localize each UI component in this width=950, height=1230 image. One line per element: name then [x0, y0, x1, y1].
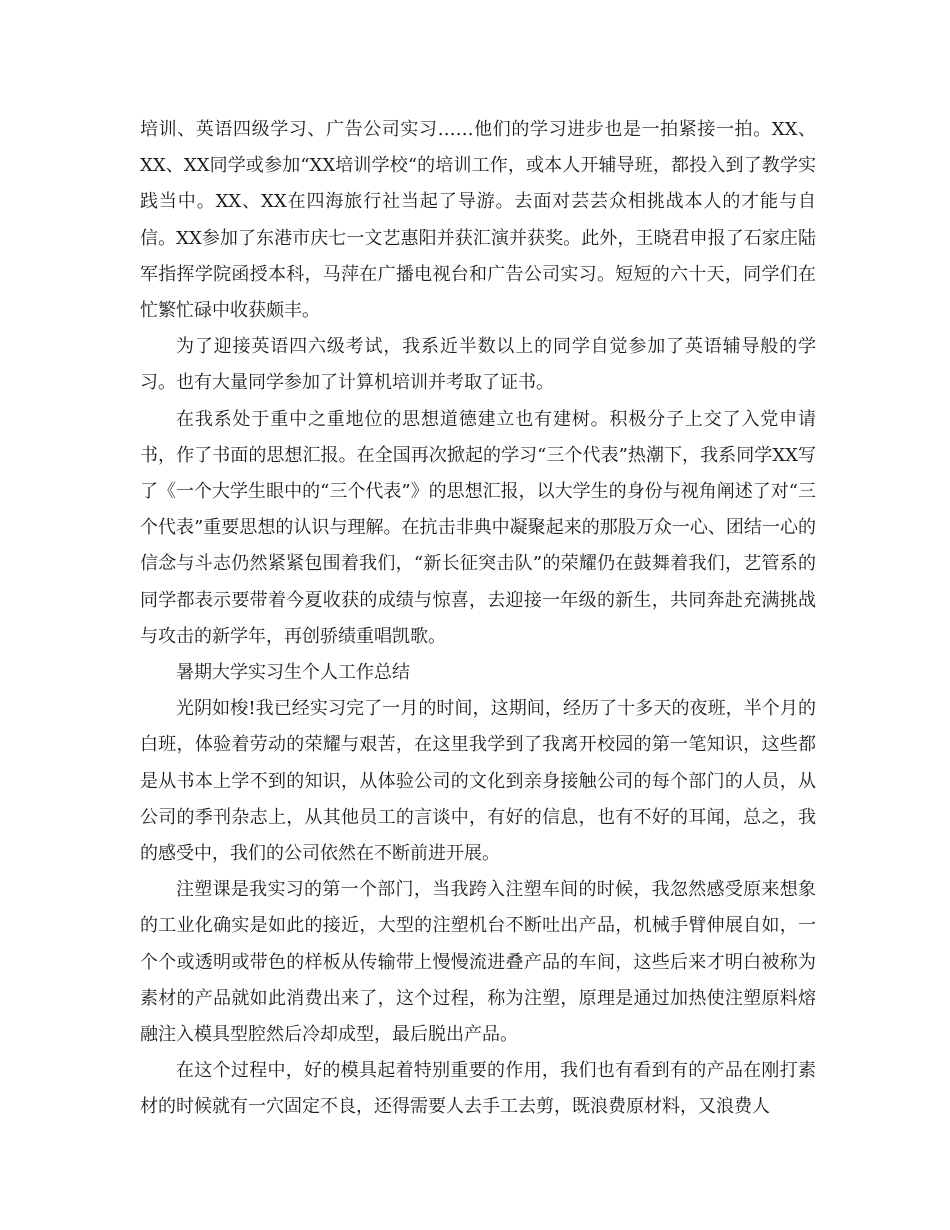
document-body — [140, 112, 816, 1126]
paragraph-internship-intro: 光阴如梭!我已经实习完了一月的时间，这期间，经历了十多天的夜班，半个月的白班，体验着劳动的荣耀与艰苦，在这里我学到了我离开校园的第一笔知识，这些都是从书本上学不到的知识，从体验公司的文化到亲身接触公司的每个部门的人员，从公司的季刊杂志上，从其他员工的言谈中，有好的信息，也有不好的耳闻，总之，我的感受中，我们的公司依然在不断前进开展。 — [140, 698, 816, 865]
section-heading: 暑期大学实习生个人工作总结 — [176, 662, 410, 684]
paragraph-continued: 培训、英语四级学习、广告公司实习……他们的学习进步也是一拍紧接一拍。XX、XX、XX同学或参加“XX培训学校“的培训工作，或本人开辅导班，都投入到了教学实践当中。XX、XX在四海旅行社当起了导游。去面对芸芸众相挑战本人的才能与自信。XX参加了东港市庆七一文艺惠阳并获汇演并获奖。此外，王晓君申报了石家庄陆军指挥学院函授本科，马萍在广播电视台和广告公司实习。短短的六十天，同学们在忙繁忙碌中收获颇丰。 — [140, 119, 817, 322]
paragraph-injection-molding: 注塑课是我实习的第一个部门，当我跨入注塑车间的时候，我忽然感受原来想象的工业化确实是如此的接近，大型的注塑机台不断吐出产品，机械手臂伸展自如，一个个或透明或带色的样板从传输带上慢慢流进叠产品的车间，这些后来才明白被称为素材的产品就如此消费出来了，这个过程，称为注塑，原理是通过加热使注塑原料熔融注入模具型腔然后冷却成型，最后脱出产品。 — [140, 879, 816, 1046]
paragraph-molds: 在这个过程中，好的模具起着特别重要的作用，我们也有看到有的产品在刚打素材的时候就有一穴固定不良，还得需要人去手工去剪，既浪费原材料，又浪费人 — [140, 1060, 816, 1118]
paragraph-moral-construction: 在我系处于重中之重地位的思想道德建立也有建树。积极分子上交了入党申请书，作了书面的思想汇报。在全国再次掀起的学习“三个代表”热潮下，我系同学XX写了《一个大学生眼中的“三个代表”》的思想汇报，以大学生的身份与视角阐述了对“三个代表”重要思想的认识与理解。在抗击非典中凝聚起来的那股万众一心、团结一心的信念与斗志仍然紧紧包围着我们，“新长征突击队”的荣耀仍在鼓舞着我们，艺管系的同学都表示要带着今夏收获的成绩与惊喜，去迎接一年级的新生，共同奔赴充满挑战与攻击的新学年，再创骄绩重唱凯歌。 — [140, 408, 816, 647]
paragraph-english-exam: 为了迎接英语四六级考试，我系近半数以上的同学自觉参加了英语辅导般的学习。也有大量同学参加了计算机培训并考取了证书。 — [140, 336, 816, 394]
